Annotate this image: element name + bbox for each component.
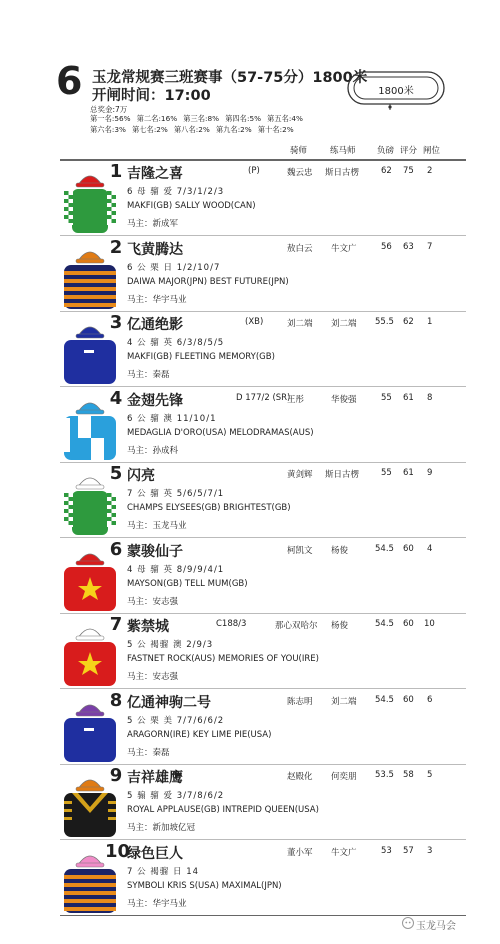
horse-pedigree: MAYSON(GB) TELL MUM(GB) [127,578,248,589]
wechat-icon [402,917,414,929]
runner-row [0,465,500,539]
carried-weight: 55 [381,392,392,403]
col-head-draw: 闸位 [423,146,441,156]
prize-share: 第三名:8% [183,114,220,123]
runner-row [0,236,500,313]
col-head-jockey: 骑师 [290,146,308,156]
jockey-name: 董小军 [287,847,313,858]
horse-owner: 马主：安志强 [127,596,179,607]
row-divider [60,915,466,917]
draw: 4 [427,543,433,554]
trainer-name: 杨俊 [331,545,349,556]
runner-row [0,538,500,615]
horse-profile: 4 公 骝 英 6/3/8/5/5 [127,338,225,348]
runner-number: 1 [109,161,123,182]
watermark: 玉龙马会 [416,921,456,932]
rating: 61 [403,468,414,478]
trainer-name: 斯日古楞 [325,470,360,480]
jockey-name: 王彤 [287,394,305,405]
runner-number: 7 [109,614,123,635]
prize-share: 第八名:2% [173,125,210,134]
prize-share: 第二名:16% [136,114,178,123]
rating: 75 [403,166,414,176]
horse-profile: 6 公 栗 日 1/2/10/7 [127,262,221,273]
jockey-name: 黄剑辉 [287,470,313,480]
runner-row [0,840,500,917]
runner-number: 3 [109,312,123,333]
horse-profile: 6 母 骝 爱 7/3/1/2/3 [127,187,225,197]
jockey-name: 魏云忠 [287,168,313,178]
horse-owner: 马主：华宇马业 [127,294,187,305]
horse-owner: 马主：安志强 [127,672,179,682]
horse-profile: 5 骟 骝 爱 3/7/8/6/2 [127,791,225,801]
trainer-name: 何奕朋 [331,772,357,782]
rating: 58 [403,770,414,780]
draw: 8 [427,392,433,403]
horse-owner: 马主：秦磊 [127,370,170,380]
trainer-name: 刘二端 [331,319,357,329]
prize-share: 第九名:2% [215,125,252,134]
carried-weight: 56 [381,241,392,252]
horse-pedigree: DAIWA MAJOR(JPN) BEST FUTURE(JPN) [127,276,289,287]
gear-code: (P) [248,166,260,176]
runner-row [0,616,500,690]
carried-weight: 54.5 [375,543,394,554]
horse-pedigree: SYMBOLI KRIS S(USA) MAXIMAL(JPN) [127,880,282,891]
horse-name: 飞黄腾达 [127,241,183,258]
runner-row [0,767,500,841]
runner-number: 2 [109,236,123,258]
rating: 61 [403,392,414,403]
draw: 7 [427,241,433,252]
prize-share: 第一名:56% [90,114,131,123]
rating: 60 [403,619,414,629]
runner-number: 5 [109,463,123,484]
horse-owner: 马主：华宇马业 [127,898,187,909]
horse-name: 紫禁城 [127,619,169,635]
horse-profile: 4 母 骝 英 8/9/9/4/1 [127,564,225,575]
horse-name: 绿色巨人 [127,845,183,862]
prize-split-row-1 [90,114,340,124]
rating: 63 [403,241,414,252]
horse-profile: 7 公 褐骝 日 14 [127,866,200,877]
runner-number: 4 [109,387,123,409]
carried-weight: 53.5 [375,770,394,780]
rating: 60 [403,694,414,705]
runner-number: 6 [109,538,123,560]
horse-name: 吉祥雄鹰 [127,770,183,786]
gear-code: (XB) [245,317,264,327]
carried-weight: 54.5 [375,619,394,629]
horse-name: 吉隆之喜 [127,166,183,182]
jockey-name: 陈志明 [287,696,313,707]
rating: 57 [403,845,414,856]
col-head-rating: 评分 [400,146,418,156]
horse-profile: 7 公 骝 英 5/6/5/7/1 [127,489,225,499]
carried-weight: 55 [381,468,392,478]
total-purse: 总奖金:7万 [90,105,128,114]
rating: 60 [403,543,414,554]
horse-pedigree: CHAMPS ELYSEES(GB) BRIGHTEST(GB) [127,503,291,513]
draw: 3 [427,845,433,856]
rating: 62 [403,317,414,327]
draw: 5 [427,770,433,780]
gear-code: C188/3 [216,619,247,629]
gear-code: D 177/2 (SR) [236,392,291,403]
race-title: 玉龙常规赛三班赛事（57-75分）1800米 [92,70,368,86]
horse-owner: 马主：孙成科 [127,445,179,456]
horse-profile: 6 公 骝 澳 11/10/1 [127,413,217,424]
draw: 9 [427,468,433,478]
runner-row [0,314,500,388]
prize-share: 第七名:2% [131,125,168,134]
trainer-name: 斯日古楞 [325,168,360,178]
horse-profile: 5 公 褐骝 澳 2/9/3 [127,640,214,650]
trainer-name: 刘二端 [331,696,357,707]
draw: 1 [427,317,433,327]
horse-owner: 马主：新加坡亿冠 [127,823,196,833]
race-start-time: 开闸时间：17:00 [92,88,211,104]
horse-owner: 马主：玉龙马业 [127,521,187,531]
draw: 6 [427,694,433,705]
horse-owner: 马主：秦磊 [127,747,170,758]
carried-weight: 53 [381,845,392,856]
trainer-name: 牛文广 [331,243,357,254]
horse-name: 亿通绝影 [127,317,183,333]
carried-weight: 62 [381,166,392,176]
jockey-name: 刘二端 [287,319,313,329]
draw: 10 [424,619,435,629]
runner-number: 8 [109,689,123,711]
prize-share: 第十名:2% [257,125,294,134]
carried-weight: 55.5 [375,317,394,327]
runner-number: 9 [109,765,123,786]
prize-share: 第六名:3% [90,125,126,134]
jockey-name: 那心双哈尔 [275,621,318,631]
jockey-name: 敖白云 [287,243,313,254]
trainer-name: 华俊强 [331,394,357,405]
prize-share: 第五名:4% [267,114,303,123]
col-head-trainer: 练马师 [330,146,356,156]
horse-pedigree: ROYAL APPLAUSE(GB) INTREPID QUEEN(USA) [127,805,319,815]
track-distance-label: 1800米 [378,86,414,97]
trainer-name: 牛文广 [331,847,357,858]
race-header [0,0,500,160]
horse-pedigree: ARAGORN(IRE) KEY LIME PIE(USA) [127,729,272,740]
jockey-name: 赵殿化 [287,772,313,782]
horse-name: 蒙骏仙子 [127,543,183,560]
runner-number: 10 [105,840,131,862]
prize-split-row-2 [90,125,340,135]
runner-row [0,689,500,766]
horse-owner: 马主：新成军 [127,219,179,229]
race-number: 6 [56,59,83,103]
horse-name: 闪亮 [127,468,155,484]
carried-weight: 54.5 [375,694,394,705]
runner-row [0,163,500,237]
jockey-name: 柯凯文 [287,545,313,556]
horse-pedigree: MEDAGLIA D'ORO(USA) MELODRAMAS(AUS) [127,427,314,438]
draw: 2 [427,166,433,176]
prize-share: 第四名:5% [225,114,262,123]
trainer-name: 杨俊 [331,621,349,631]
horse-pedigree: FASTNET ROCK(AUS) MEMORIES OF YOU(IRE) [127,654,319,664]
horse-pedigree: MAKFI(GB) SALLY WOOD(CAN) [127,201,256,211]
runner-row [0,387,500,464]
horse-name: 亿通神驹二号 [127,694,211,711]
horse-name: 金翅先锋 [127,392,183,409]
horse-profile: 5 公 栗 美 7/7/6/6/2 [127,715,225,726]
col-head-weight: 负磅 [377,146,395,156]
horse-pedigree: MAKFI(GB) FLEETING MEMORY(GB) [127,352,275,362]
